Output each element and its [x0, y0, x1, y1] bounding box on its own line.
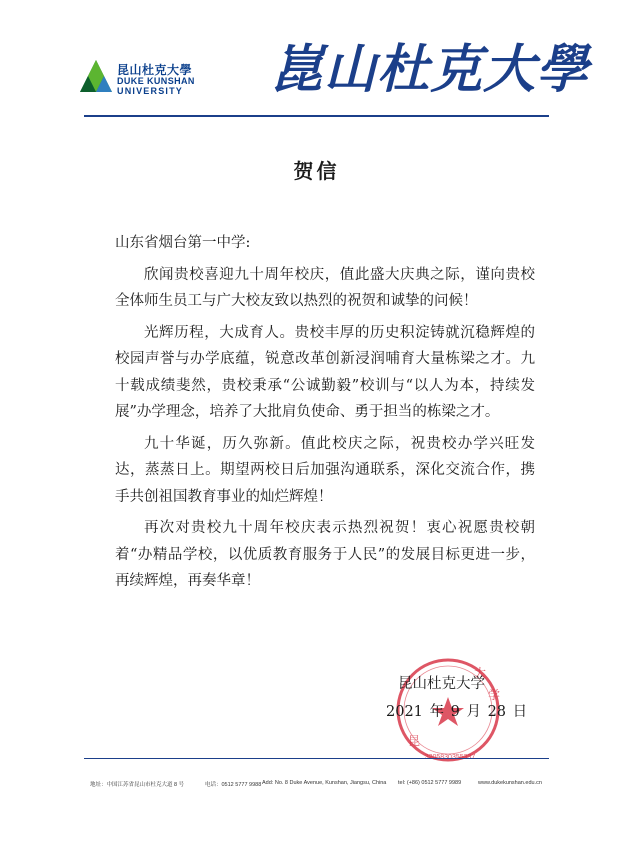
footer-address-en: Add: No. 8 Duke Avenue, Kunshan, Jiangsu, China	[262, 780, 387, 786]
letter-date: 2021 年 9 月 28 日	[386, 704, 528, 720]
svg-text:昆: 昆	[408, 734, 421, 748]
university-logo	[78, 58, 208, 98]
footer-tel-en: tel: (+86) 0512 5777 9989	[398, 780, 462, 786]
footer-tel-cn: 电话：0512 5777 9988	[205, 782, 262, 788]
letter-title: 贺信	[293, 159, 340, 183]
footer-address-cn: 地址：中国江苏省昆山市杜克大道 8 号	[90, 782, 185, 788]
letter-paragraph: 九十华诞，历久弥新。值此校庆之际，祝贵校办学兴旺发达，蒸蒸日上。期望两校日后加强沟通联系，深化交流合作，携手共创祖国教育事业的灿烂辉煌！	[115, 435, 535, 505]
letter-salutation: 山东省烟台第一中学:	[115, 235, 251, 251]
footer	[0, 780, 633, 794]
letter-body	[115, 230, 535, 595]
calligraphy-title: 崑山杜克大學	[271, 39, 590, 100]
logo-chinese-name: 昆山杜克大學	[117, 63, 193, 77]
logo-english-line1: DUKE KUNSHAN	[117, 76, 195, 86]
svg-text:学: 学	[488, 688, 501, 702]
footer-divider	[84, 758, 549, 759]
header-divider	[84, 115, 549, 117]
letter-paragraph: 再次对贵校九十周年校庆表示热烈祝贺！衷心祝愿贵校朝着“办精品学校，以优质教育服务于人民”的发展目标更进一步，再续辉煌，再奏华章！	[115, 520, 535, 589]
signature-name: 昆山杜克大学	[398, 676, 485, 692]
logo-english-line2: UNIVERSITY	[117, 86, 184, 96]
letter-paragraph: 光辉历程，大成育人。贵校丰厚的历史积淀铸就沉稳辉煌的校园声誉与办学底蕴，锐意改革创新浸润哺育大量栋梁之才。九十载成绩斐然，贵校秉承“公诚勤毅”校训与“以人为本，持续发展”办学理念，培养了大批肩负使命、勇于担当的栋梁之才。	[115, 324, 535, 420]
svg-text:大: 大	[474, 666, 487, 680]
letter-paragraph: 欣闻贵校喜迎九十周年校庆，值此盛大庆典之际，谨向贵校全体师生员工与广大校友致以热烈的祝贺和诚挚的问候！	[115, 266, 535, 309]
footer-website[interactable]: www.dukekunshan.edu.cn	[478, 780, 542, 786]
mountain-logo-icon	[78, 58, 114, 96]
